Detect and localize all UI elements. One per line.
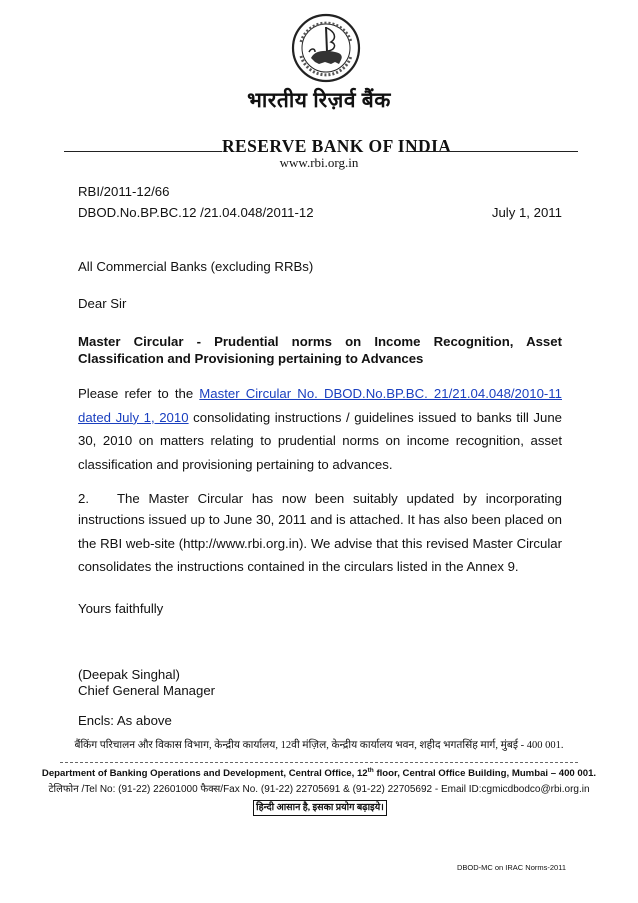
master-circular-link[interactable]: Master Circular No. DBOD.No.BP.BC. 21/21.04.048/2010-11 dated July 1, 2010: [78, 386, 562, 425]
footer-dept-a: Department of Banking Operations and Development, Central Office, 12: [41, 768, 368, 780]
rbi-seal-logo: [291, 12, 361, 84]
paragraph-2-first-line: The Master Circular has now been suitably updated by incorporating: [117, 491, 562, 506]
bank-website: www.rbi.org.in: [279, 155, 359, 170]
hindi-slogan-box: हिन्दी आसान है, इसका प्रयोग बढ़ाइये।: [253, 800, 387, 816]
paragraph-1-lead: Please refer to the: [78, 386, 200, 401]
reference-number: RBI/2011-12/66: [78, 184, 170, 199]
subject-line-1: Master Circular - Prudential norms on Income Recognition, Asset: [78, 334, 562, 349]
footer-contact: टेलिफोन /Tel No: (91-22) 22601000 फैक्स/Fax No. (91-22) 22705691 & (91-22) 22705692 - Email ID:cgmicdbodco@rbi.org.in: [48, 784, 590, 795]
paragraph-2-rest: instructions issued up to June 30, 2011 and is attached. It has also been placed on the RBI web-site (http://www.rbi.org.in). We advise that this revised Master Circular consolidates the instructions contained in the circulars listed in the Annex 9.: [78, 512, 562, 574]
rbi-emblem-icon: [291, 12, 361, 84]
salutation: Dear Sir: [78, 296, 127, 311]
footer-dept-sup: th: [367, 767, 374, 774]
paragraph-1: [78, 382, 562, 476]
document-reference: DBOD-MC on IRAC Norms-2011: [456, 863, 566, 872]
signatory-name: (Deepak Singhal): [78, 667, 180, 682]
footer-dept-b: floor, Central Office Building, Mumbai – 400 001.: [373, 768, 597, 780]
signatory-title: Chief General Manager: [78, 683, 216, 698]
enclosure: Encls: As above: [78, 713, 172, 728]
paragraph-2-number: 2.: [78, 491, 89, 506]
footer-department: [0, 767, 638, 779]
addressee: All Commercial Banks (excluding RRBs): [78, 259, 314, 274]
letterhead-rule-left: [64, 151, 222, 152]
circular-number: DBOD.No.BP.BC.12 /21.04.048/2011-12: [78, 205, 314, 220]
bank-name-english: RESERVE BANK OF INDIA: [222, 136, 452, 156]
bank-name-hindi: भारतीय रिज़र्व बैंक: [247, 88, 391, 112]
paragraph-1-rest: consolidating instructions / guidelines issued to banks till June 30, 2010 on matters relating to prudential norms on income recognition, asset classification and provisioning pertaining to advances.: [78, 409, 562, 472]
footer-hindi-address: बैंकिंग परिचालन और विकास विभाग, केन्द्रीय कार्यालय, 12वी मंज़िल, केन्द्रीय कार्यालय भवन, शहीद भगतसिंह मार्ग, मुंबई - 400 001.: [74, 740, 564, 751]
closing: Yours faithfully: [78, 601, 164, 616]
circular-date: July 1, 2011: [491, 205, 562, 220]
footer-divider: [60, 762, 578, 763]
letterhead-rule-right: [408, 151, 578, 152]
subject-line-2: Classification and Provisioning pertaining to Advances: [78, 351, 424, 366]
